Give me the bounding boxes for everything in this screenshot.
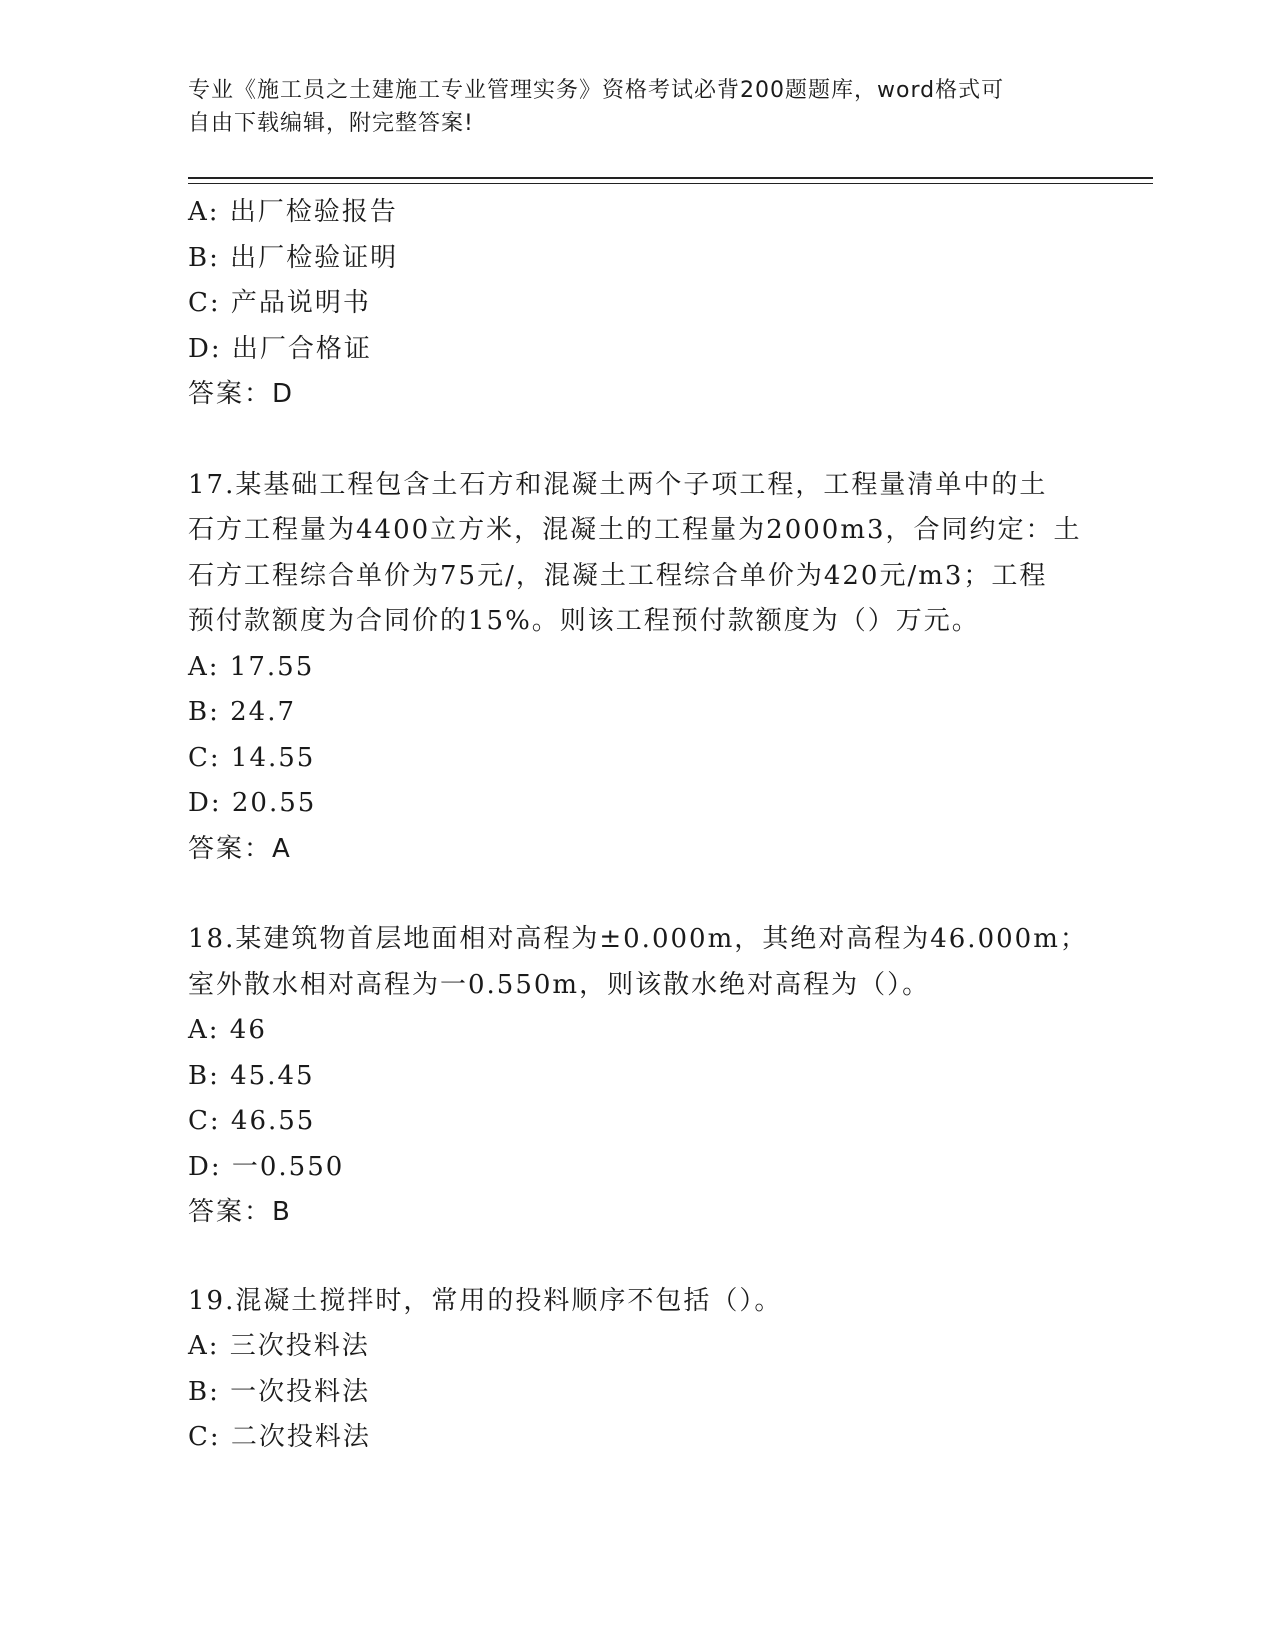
stem-line: 18.某建筑物首层地面相对高程为±0.000m，其绝对高程为46.000m； xyxy=(188,924,1088,954)
header-line-2: 自由下载编辑，附完整答案! xyxy=(188,111,474,136)
questions-content xyxy=(188,190,1088,1461)
question-17 xyxy=(188,463,1088,873)
question-19 xyxy=(188,1279,1088,1461)
spacer xyxy=(188,872,1088,917)
option-c: C: 46.55 xyxy=(188,1106,316,1136)
option-b: B: 出厂检验证明 xyxy=(188,242,399,273)
stem-line: 预付款额度为合同价的15%。则该工程预付款额度为（）万元。 xyxy=(188,606,980,636)
question-stem xyxy=(188,463,1082,645)
header-line-1: 专业《施工员之土建施工专业管理实务》资格考试必背200题题库，word格式可 xyxy=(188,78,1005,103)
answer-line: 答案：D xyxy=(188,379,295,409)
question-18 xyxy=(188,917,1088,1236)
stem-line: 17.某基础工程包含土石方和混凝土两个子项工程，工程量清单中的土 xyxy=(188,469,1048,500)
header-divider-thick xyxy=(188,177,1153,179)
option-d: D: 20.55 xyxy=(188,788,317,818)
answer-line: 答案：A xyxy=(188,833,292,864)
option-a: A: 三次投料法 xyxy=(188,1331,370,1361)
option-b: B: 24.7 xyxy=(188,697,297,727)
option-c: C: 产品说明书 xyxy=(188,288,371,318)
option-d: D: 一0.550 xyxy=(188,1151,345,1182)
option-a: A: 出厂检验报告 xyxy=(188,197,398,227)
question-stem xyxy=(188,1279,1068,1325)
option-a: A: 17.55 xyxy=(188,651,315,682)
option-b: B: 一次投料法 xyxy=(188,1376,371,1407)
option-c: C: 14.55 xyxy=(188,742,316,773)
stem-line: 19.混凝土搅拌时，常用的投料顺序不包括（）。 xyxy=(188,1285,783,1316)
question-16 xyxy=(188,190,1088,418)
stem-line: 石方工程量为4400立方米，混凝土的工程量为2000m3，合同约定：土 xyxy=(188,515,1082,545)
option-b: B: 45.45 xyxy=(188,1060,315,1091)
option-d: D: 出厂合格证 xyxy=(188,333,372,364)
stem-line: 石方工程综合单价为75元/，混凝土工程综合单价为420元/m3；工程 xyxy=(188,560,1048,591)
header-divider-thin xyxy=(188,183,1153,184)
spacer xyxy=(188,418,1088,463)
stem-line: 室外散水相对高程为一0.550m，则该散水绝对高程为（）。 xyxy=(188,969,931,1000)
spacer xyxy=(188,1236,1088,1279)
answer-line: 答案：B xyxy=(188,1197,292,1227)
option-c: C: 二次投料法 xyxy=(188,1422,371,1452)
question-stem xyxy=(188,917,1088,1008)
option-a: A: 46 xyxy=(188,1015,267,1045)
document-header xyxy=(188,74,1088,140)
